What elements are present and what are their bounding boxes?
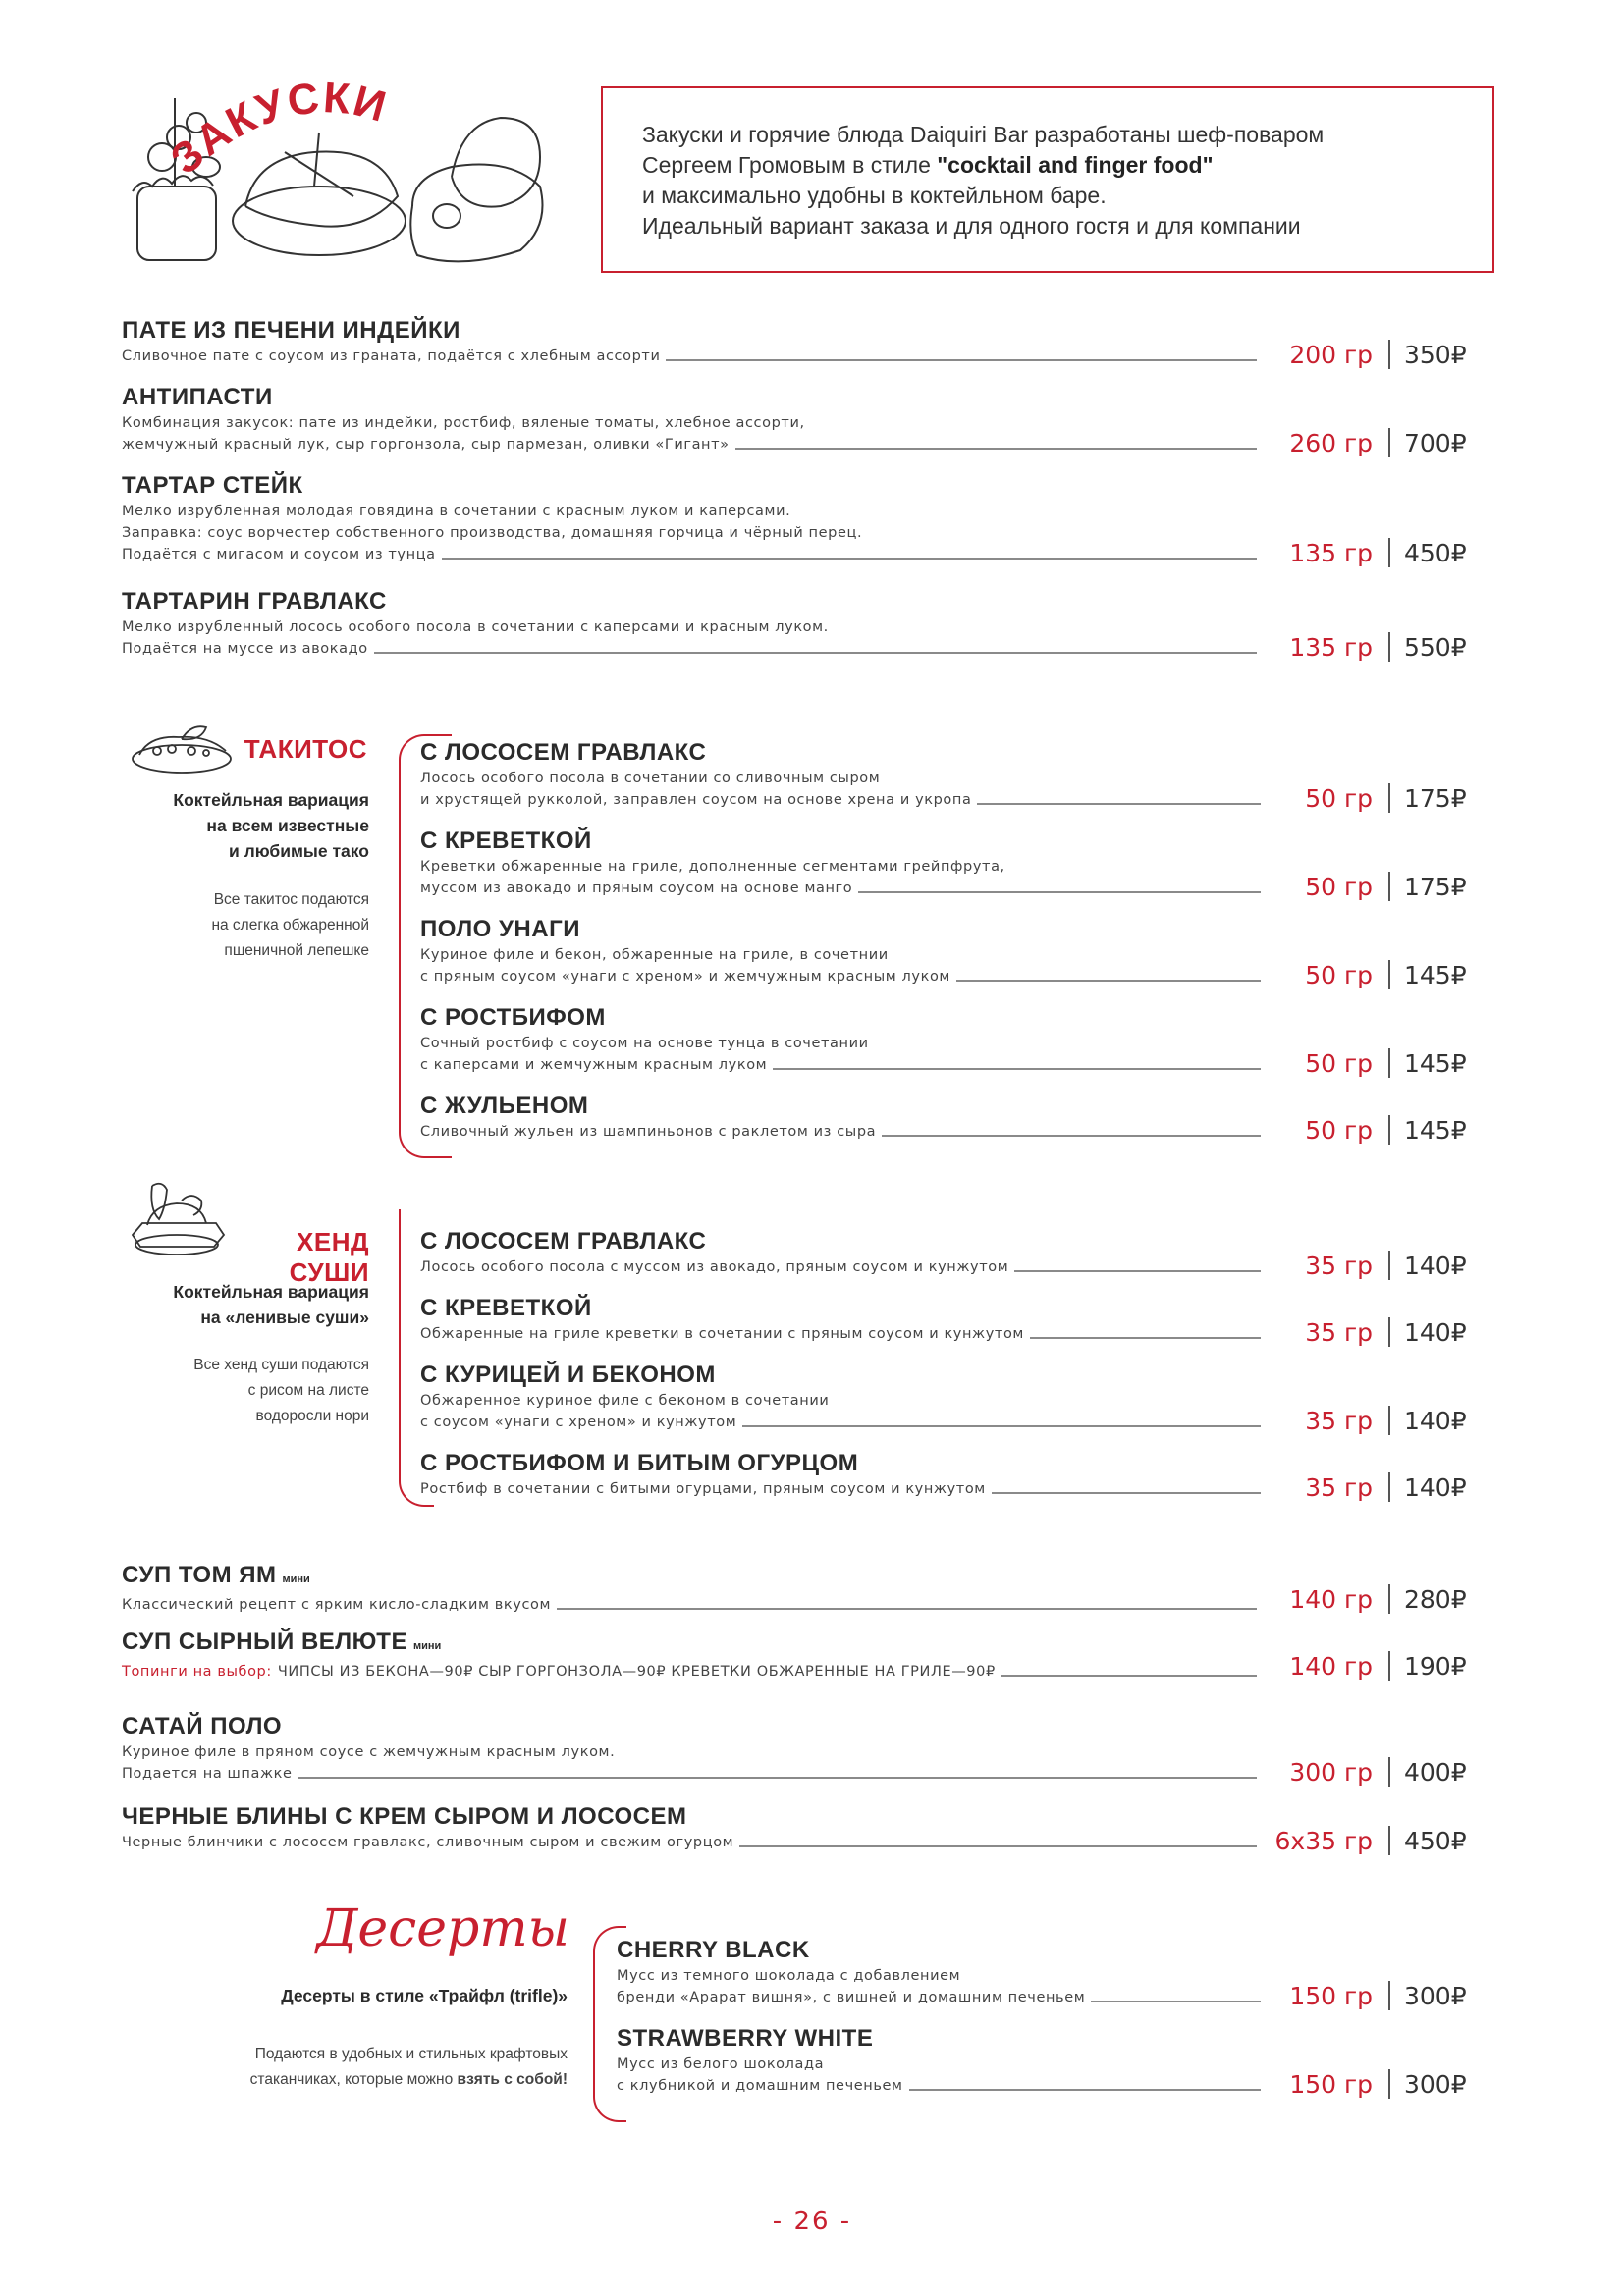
item-price (1257, 1755, 1467, 1789)
item-title (420, 738, 1267, 768)
item-title (122, 1802, 1263, 1832)
item-title (420, 1092, 1267, 1121)
item-price (1257, 1404, 1467, 1437)
dotted-leader (882, 1135, 1261, 1137)
item-price (1257, 1113, 1467, 1147)
item-cost: 450₽ (1404, 538, 1467, 567)
item-description-line (122, 1832, 1263, 1853)
item-price (1257, 1315, 1467, 1349)
item-description-line (420, 856, 1267, 878)
takitos-note-line: на слегка обжаренной (211, 917, 369, 934)
item-description-text: Мусс из темного шоколада с добавлением (617, 1968, 961, 1984)
item-description-text: с пряным соусом «унаги с хреном» и жемчужным красным луком (420, 969, 950, 985)
item-price (1257, 1470, 1467, 1504)
item-description-text: с соусом «унаги с хреном» и кунжутом (420, 1415, 737, 1430)
item-title-text: ЧЕРНЫЕ БЛИНЫ С КРЕМ СЫРОМ И ЛОСОСЕМ (122, 1803, 687, 1830)
hand-sushi-item (420, 1294, 1267, 1345)
hot-dish-item (122, 1628, 1263, 1682)
item-price (1257, 781, 1467, 815)
desserts-subtitle: Десерты в стиле «Трайфл (trifle)» (281, 1986, 568, 2005)
dotted-leader (442, 558, 1257, 560)
item-cost: 280₽ (1404, 1584, 1467, 1614)
item-description-text: Сливочное пате с соусом из граната, подаётся с хлебным ассорти (122, 348, 661, 364)
item-description-text: Заправка: соус ворчестер собственного производства, домашняя горчица и чёрный перец. (122, 525, 863, 541)
item-weight: 50 гр (1305, 1115, 1373, 1145)
svg-text:ЗАКУСКИ (162, 74, 393, 184)
takitos-note-line: Все такитос подаются (213, 891, 369, 908)
item-weight: 260 гр (1289, 428, 1373, 457)
price-divider (1388, 1584, 1390, 1614)
item-weight: 35 гр (1305, 1251, 1373, 1280)
item-title (420, 1361, 1267, 1390)
intro-line-3: и максимально удобны в коктейльном баре. (642, 183, 1107, 208)
takitos-item (420, 915, 1267, 988)
item-description-line (420, 1033, 1267, 1054)
dotted-leader (557, 1608, 1257, 1610)
item-title (420, 915, 1267, 944)
item-description-text: Обжаренное куриное филе с беконом в сочетании (420, 1393, 830, 1409)
dotted-leader (858, 891, 1261, 893)
item-description-text: Комбинация закусок: пате из индейки, ростбиф, вяленые томаты, хлебное ассорти, (122, 415, 805, 431)
price-divider (1388, 2069, 1390, 2099)
item-title (122, 471, 1263, 501)
item-description-text: Куриное филе и бекон, обжаренные на гриле, в сочетнии (420, 947, 889, 963)
item-weight: 50 гр (1305, 1048, 1373, 1078)
item-description-line (617, 2075, 1267, 2097)
item-description-text: Мусс из белого шоколада (617, 2056, 825, 2072)
item-description-text: Сливочный жульен из шампиньонов с раклетом из сыра (420, 1124, 877, 1140)
takitos-item (420, 1003, 1267, 1076)
price-divider (1388, 1826, 1390, 1855)
item-cost: 175₽ (1404, 783, 1467, 813)
dotted-leader (1030, 1337, 1261, 1339)
item-cost: 550₽ (1404, 632, 1467, 662)
item-price (1257, 630, 1467, 664)
item-description-text: с клубникой и домашним печеньем (617, 2078, 903, 2094)
item-description-text: Лосось особого посола в сочетании со сливочным сыром (420, 771, 881, 786)
item-price (1257, 1979, 1467, 2012)
price-divider (1388, 1317, 1390, 1347)
item-description-line (420, 1390, 1267, 1412)
hand-sushi-note-line: с рисом на листе (247, 1382, 369, 1399)
item-description-text: Черные блинчики с лососем гравлакс, сливочным сыром и свежим огурцом (122, 1835, 734, 1850)
item-description-line (122, 1741, 1263, 1763)
item-description-line (420, 944, 1267, 966)
item-weight: 50 гр (1305, 872, 1373, 901)
item-description-line (617, 2054, 1267, 2075)
toppings-line (122, 1661, 1263, 1682)
item-price (1257, 536, 1467, 569)
price-divider (1388, 1651, 1390, 1681)
item-description-line (122, 1763, 1263, 1785)
item-size-tag: мини (412, 1640, 442, 1652)
price-divider (1388, 960, 1390, 989)
item-cost: 175₽ (1404, 872, 1467, 901)
item-description-text: бренди «Арарат вишня», с вишней и домашним печеньем (617, 1990, 1086, 2005)
hand-sushi-item (420, 1227, 1267, 1278)
hot-dish-item (122, 1802, 1263, 1853)
item-title (420, 1449, 1267, 1478)
dotted-leader (298, 1777, 1257, 1779)
item-title (617, 1936, 1267, 1965)
item-title-text: ТАРТАРИН ГРАВЛАКС (122, 588, 387, 614)
takitos-item (420, 738, 1267, 811)
hot-dish-item (122, 1712, 1263, 1785)
taco-sketch-icon (128, 721, 236, 775)
item-title (617, 2024, 1267, 2054)
item-description-text: Сочный ростбиф с соусом на основе тунца в сочетании (420, 1036, 869, 1051)
item-weight: 35 гр (1305, 1406, 1373, 1435)
intro-line-1: Закуски и горячие блюда Daiquiri Bar разработаны шеф-поваром (642, 122, 1325, 147)
dessert-item (617, 2024, 1267, 2097)
dessert-item (617, 1936, 1267, 2008)
item-description-line (122, 346, 1263, 367)
item-title-text: С ЖУЛЬЕНОМ (420, 1093, 589, 1119)
item-description-text: Классический рецепт с ярким кисло-сладким вкусом (122, 1597, 552, 1613)
item-title (122, 1712, 1263, 1741)
price-divider (1388, 340, 1390, 369)
item-weight: 135 гр (1289, 632, 1373, 662)
item-title-text: С КРЕВЕТКОЙ (420, 828, 592, 854)
item-price (1257, 1046, 1467, 1080)
item-weight: 300 гр (1289, 1757, 1373, 1787)
item-price (1257, 1649, 1467, 1682)
item-description-text: Обжаренные на гриле креветки в сочетании с пряным соусом и кунжутом (420, 1326, 1024, 1342)
price-divider (1388, 1115, 1390, 1145)
desserts-title: Десерты (316, 1899, 569, 1958)
item-weight: 50 гр (1305, 783, 1373, 813)
item-description-text: Подаётся на муссе из авокадо (122, 641, 368, 657)
price-divider (1388, 1048, 1390, 1078)
item-weight: 6x35 гр (1274, 1826, 1373, 1855)
appetizer-item (122, 587, 1263, 660)
price-divider (1388, 1406, 1390, 1435)
hot-dish-item (122, 1561, 1263, 1616)
price-divider (1388, 872, 1390, 901)
dotted-leader (742, 1425, 1261, 1427)
item-title-text: ПАТЕ ИЗ ПЕЧЕНИ ИНДЕЙКИ (122, 317, 460, 344)
dotted-leader (739, 1845, 1257, 1847)
hand-sushi-title: ХЕНД СУШИ (289, 1227, 369, 1287)
item-description-text: муссом из авокадо и пряным соусом на основе манго (420, 881, 853, 896)
item-title (122, 587, 1263, 616)
item-title-text: СУП ТОМ ЯМ (122, 1562, 277, 1588)
dotted-leader (773, 1068, 1261, 1070)
item-description-line (122, 501, 1263, 522)
item-cost: 300₽ (1404, 1981, 1467, 2010)
item-description-text: Мелко изрубленный лосось особого посола в сочетании с каперсами и красным луком. (122, 619, 829, 635)
item-title-text: СУП СЫРНЫЙ ВЕЛЮТЕ (122, 1629, 407, 1655)
item-description-line (122, 638, 1263, 660)
hand-sushi-note (98, 1353, 369, 1429)
dotted-leader (909, 2089, 1261, 2091)
dotted-leader (374, 652, 1257, 654)
takitos-illustration (128, 721, 236, 775)
item-cost: 140₽ (1404, 1317, 1467, 1347)
item-description-line (122, 544, 1263, 565)
appetizer-item (122, 383, 1263, 455)
item-weight: 35 гр (1305, 1317, 1373, 1347)
desserts-note-line (157, 2067, 568, 2093)
item-description-line (420, 1478, 1267, 1500)
appetizers-sketch-icon (118, 69, 579, 275)
price-divider (1388, 1981, 1390, 2010)
item-cost: 140₽ (1404, 1251, 1467, 1280)
item-title-text: АНТИПАСТИ (122, 384, 273, 410)
item-price (1257, 338, 1467, 371)
item-description-text: Лосось особого посола с муссом из авокадо, пряным соусом и кунжутом (420, 1259, 1009, 1275)
hand-sushi-item (420, 1449, 1267, 1500)
intro-line-4: Идеальный вариант заказа и для одного гостя и для компании (642, 213, 1301, 239)
intro-line-2-text: Сергеем Громовым в стиле (642, 152, 938, 178)
takitos-note-line: пшеничной лепешке (224, 942, 369, 959)
item-cost: 145₽ (1404, 1048, 1467, 1078)
hand-sushi-note-line: Все хенд суши подаются (193, 1357, 369, 1373)
appetizer-item (122, 471, 1263, 565)
item-title (420, 1227, 1267, 1256)
item-weight: 150 гр (1289, 1981, 1373, 2010)
price-divider (1388, 538, 1390, 567)
takitos-note (98, 887, 369, 964)
price-divider (1388, 1757, 1390, 1787)
page-number: - 26 - (772, 2207, 852, 2236)
item-title (122, 383, 1263, 412)
hand-sushi-item (420, 1361, 1267, 1433)
item-weight: 135 гр (1289, 538, 1373, 567)
item-cost: 300₽ (1404, 2069, 1467, 2099)
item-cost: 700₽ (1404, 428, 1467, 457)
item-title-text: С ЛОСОСЕМ ГРАВЛАКС (420, 1228, 707, 1255)
price-divider (1388, 1472, 1390, 1502)
hand-sushi-subtitle-line: на «ленивые суши» (200, 1308, 369, 1327)
takitos-item (420, 1092, 1267, 1143)
dotted-leader (666, 359, 1257, 361)
price-divider (1388, 632, 1390, 662)
item-weight: 50 гр (1305, 960, 1373, 989)
item-description-text: жемчужный красный лук, сыр горгонзола, сыр пармезан, оливки «Гигант» (122, 437, 730, 453)
item-description-line (420, 966, 1267, 988)
hand-sushi-note-line: водоросли нори (255, 1408, 369, 1424)
intro-box (601, 86, 1494, 273)
item-description-line (617, 1987, 1267, 2008)
item-price (1257, 2067, 1467, 2101)
item-cost: 140₽ (1404, 1472, 1467, 1502)
desserts-note (157, 2042, 568, 2093)
item-description-text: и хрустящей рукколой, заправлен соусом на основе хрена и укропа (420, 792, 972, 808)
item-title-text: ПОЛО УНАГИ (420, 916, 580, 942)
takitos-subtitle-line: Коктейльная вариация (173, 790, 369, 810)
item-description-line (420, 878, 1267, 899)
item-price (1257, 1249, 1467, 1282)
takitos-title: ТАКИТОС (244, 734, 367, 764)
toppings-label: Топинги на выбор: (122, 1664, 272, 1680)
item-description-line (420, 1412, 1267, 1433)
item-description-line (420, 789, 1267, 811)
item-description-line (420, 1054, 1267, 1076)
zakuski-illustration (118, 69, 579, 275)
dotted-leader (1091, 2001, 1261, 2002)
item-weight: 200 гр (1289, 340, 1373, 369)
item-size-tag: мини (282, 1574, 310, 1585)
item-title (122, 1561, 1263, 1594)
dotted-leader (992, 1492, 1261, 1494)
item-price (1257, 1582, 1467, 1616)
item-cost: 145₽ (1404, 960, 1467, 989)
item-description-line (122, 1594, 1263, 1616)
intro-line-2-bold: "cocktail and finger food" (937, 152, 1214, 178)
item-description-line (122, 412, 1263, 434)
takitos-subtitle (98, 787, 369, 864)
item-cost: 190₽ (1404, 1651, 1467, 1681)
item-weight: 35 гр (1305, 1472, 1373, 1502)
item-description-line (617, 1965, 1267, 1987)
item-cost: 145₽ (1404, 1115, 1467, 1145)
item-description-line (420, 1256, 1267, 1278)
takitos-subtitle-line: на всем известные (206, 816, 369, 835)
item-price (1257, 426, 1467, 459)
item-description-line (420, 1121, 1267, 1143)
item-cost: 350₽ (1404, 340, 1467, 369)
item-title-text: CHERRY BLACK (617, 1937, 810, 1963)
item-title-text: САТАЙ ПОЛО (122, 1713, 283, 1739)
item-title-text: С КУРИЦЕЙ И БЕКОНОМ (420, 1362, 716, 1388)
item-title-text: С РОСТБИФОМ И БИТЫМ ОГУРЦОМ (420, 1450, 859, 1476)
item-title-text: С КРЕВЕТКОЙ (420, 1295, 592, 1321)
item-title (420, 827, 1267, 856)
item-cost: 400₽ (1404, 1757, 1467, 1787)
item-description-line (122, 434, 1263, 455)
hand-sushi-subtitle-line: Коктейльная вариация (173, 1282, 369, 1302)
item-description-line (122, 522, 1263, 544)
takitos-item (420, 827, 1267, 899)
item-title (420, 1003, 1267, 1033)
item-cost: 140₽ (1404, 1406, 1467, 1435)
item-price (1257, 870, 1467, 903)
price-divider (1388, 1251, 1390, 1280)
item-description-text: Ростбиф в сочетании с битыми огурцами, пряным соусом и кунжутом (420, 1481, 986, 1497)
item-price (1257, 1824, 1467, 1857)
dotted-leader (1001, 1675, 1257, 1677)
item-description-text: Подается на шпажке (122, 1766, 293, 1782)
dotted-leader (956, 980, 1261, 982)
item-description-line (420, 1323, 1267, 1345)
item-title (122, 1628, 1263, 1661)
item-description-text: с каперсами и жемчужным красным луком (420, 1057, 768, 1073)
item-price (1257, 958, 1467, 991)
hand-sushi-subtitle (98, 1279, 369, 1330)
appetizer-item (122, 316, 1263, 367)
item-title-text: ТАРТАР СТЕЙК (122, 472, 303, 499)
item-cost: 450₽ (1404, 1826, 1467, 1855)
toppings-options: ЧИПСЫ ИЗ БЕКОНА—90₽ СЫР ГОРГОНЗОЛА—90₽ КРЕВЕТКИ ОБЖАРЕННЫЕ НА ГРИЛЕ—90₽ (277, 1664, 996, 1680)
item-description-line (122, 616, 1263, 638)
desserts-note-bold: взять с собой! (457, 2071, 568, 2088)
intro-line-2 (642, 150, 1492, 181)
item-title (122, 316, 1263, 346)
item-title-text: С РОСТБИФОМ (420, 1004, 606, 1031)
price-divider (1388, 428, 1390, 457)
section-title-zakuski: ЗАКУСКИ (161, 74, 393, 185)
item-weight: 140 гр (1289, 1584, 1373, 1614)
dotted-leader (735, 448, 1257, 450)
desserts-note-text: стаканчиках, которые можно (249, 2071, 458, 2088)
item-description-line (420, 768, 1267, 789)
takitos-subtitle-line: и любимые тако (228, 841, 369, 861)
item-title-text: С ЛОСОСЕМ ГРАВЛАКС (420, 739, 707, 766)
item-description-text: Мелко изрубленная молодая говядина в сочетании с красным луком и каперсами. (122, 504, 791, 519)
price-divider (1388, 783, 1390, 813)
item-description-text: Подаётся с мигасом и соусом из тунца (122, 547, 436, 562)
item-title-text: STRAWBERRY WHITE (617, 2025, 874, 2052)
dotted-leader (1014, 1270, 1261, 1272)
desserts-note-line: Подаются в удобных и стильных крафтовых (254, 2046, 568, 2062)
item-title (420, 1294, 1267, 1323)
item-description-text: Куриное филе в пряном соусе с жемчужным красным луком. (122, 1744, 616, 1760)
item-weight: 140 гр (1289, 1651, 1373, 1681)
dotted-leader (977, 803, 1261, 805)
item-weight: 150 гр (1289, 2069, 1373, 2099)
item-description-text: Креветки обжаренные на гриле, дополненные сегментами грейпфрута, (420, 859, 1005, 875)
